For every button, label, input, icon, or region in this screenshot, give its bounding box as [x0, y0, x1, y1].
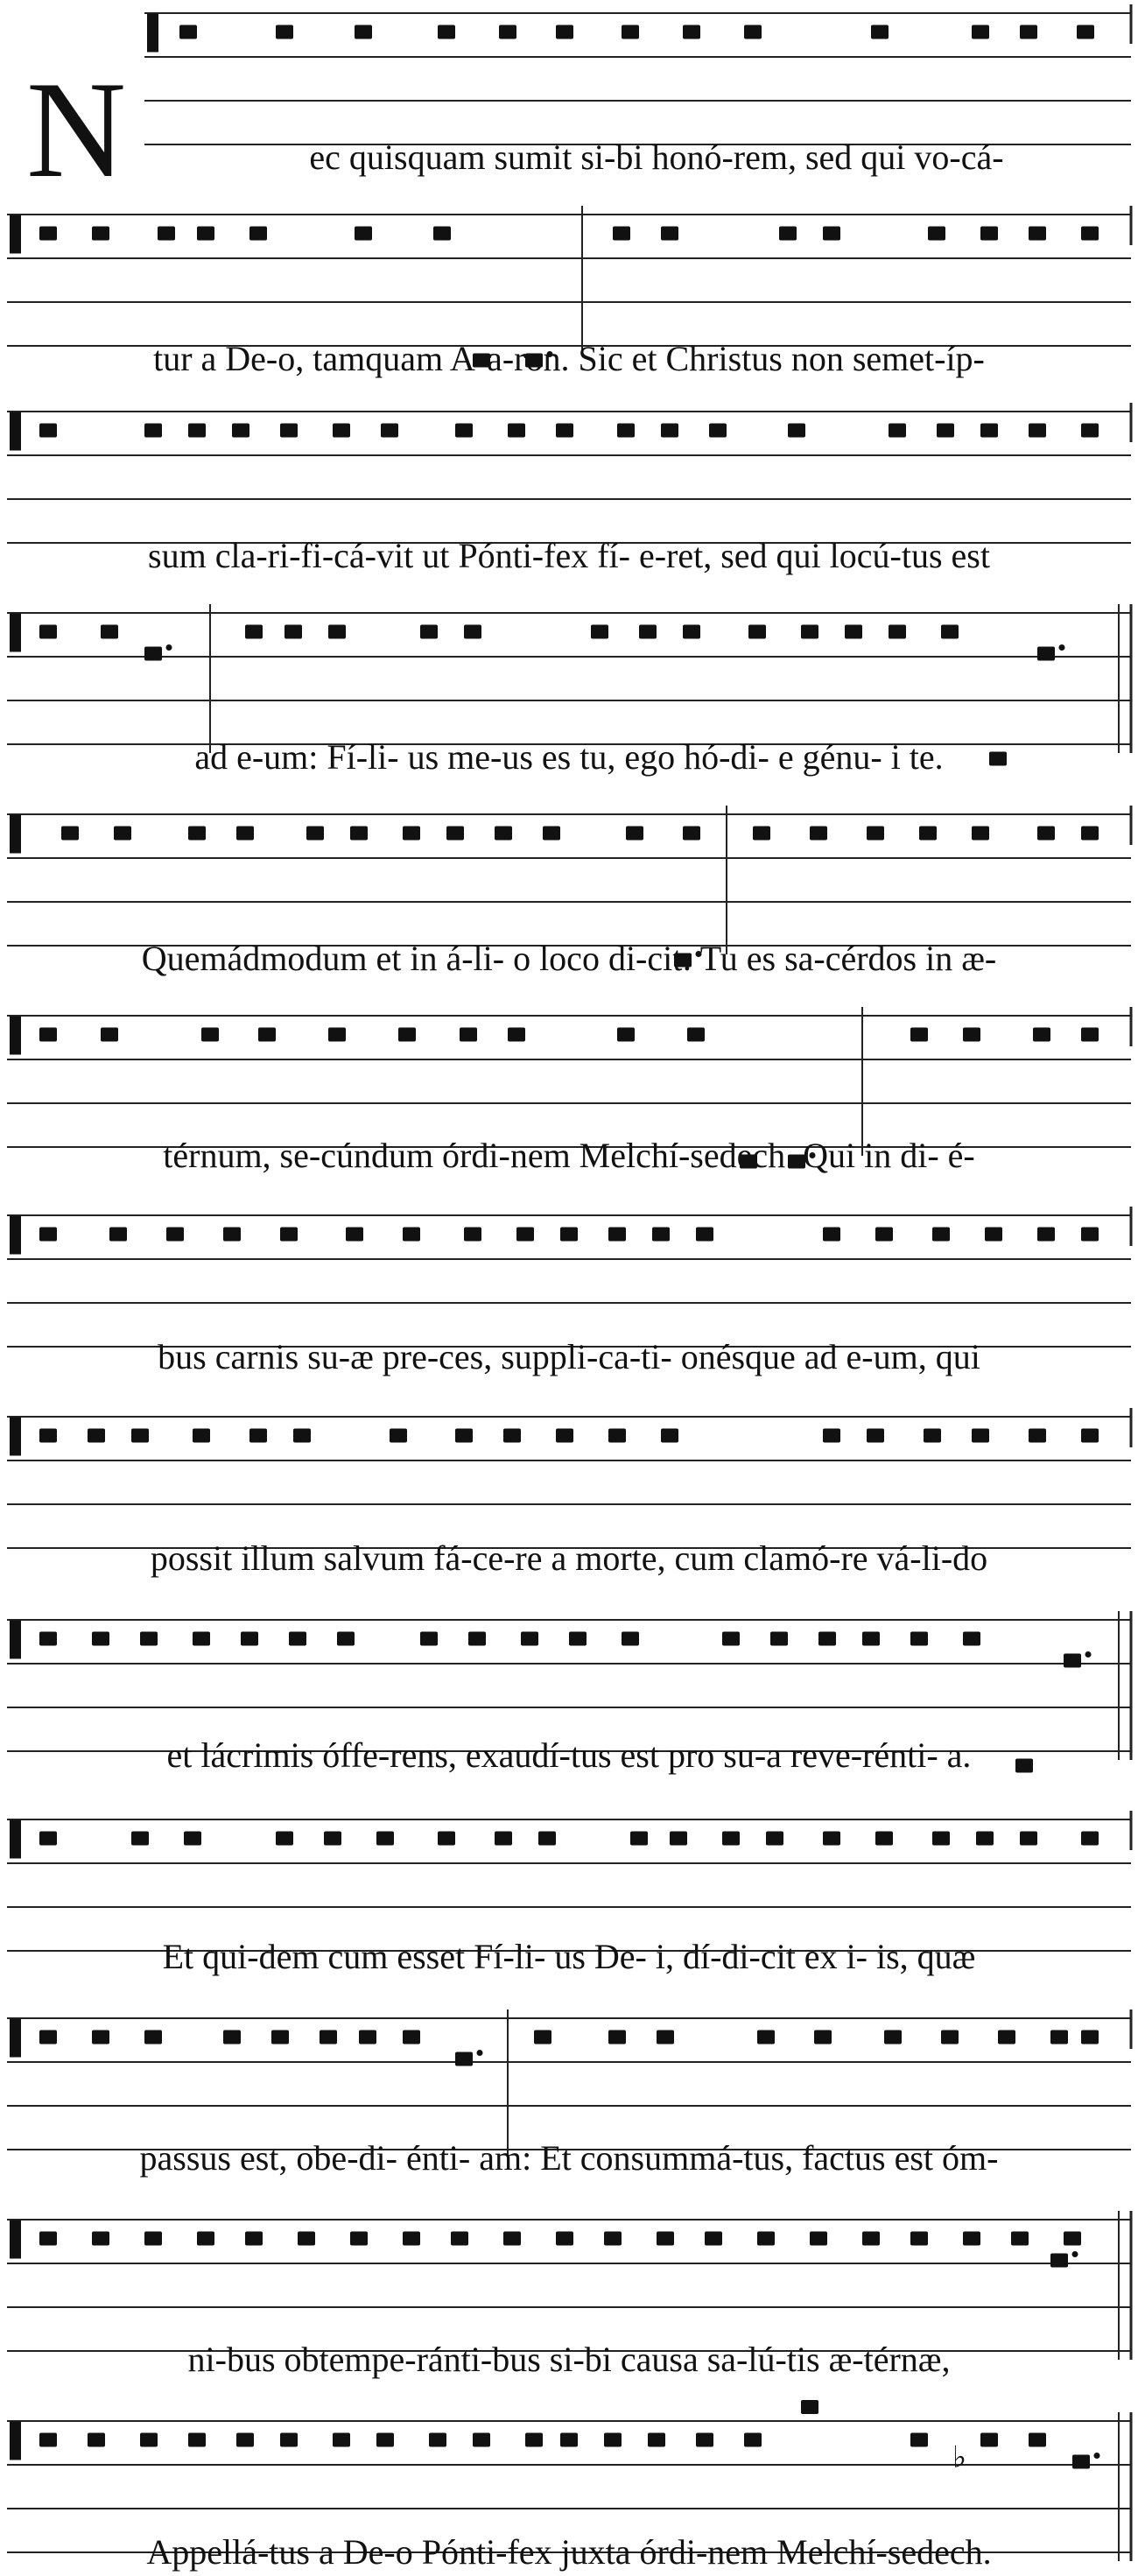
- neume: [976, 1832, 994, 1846]
- neume: [630, 1832, 648, 1846]
- neume: [608, 1228, 626, 1242]
- neume: [924, 1429, 941, 1443]
- neume: [748, 625, 766, 639]
- neume: [350, 827, 368, 841]
- lyric-line: passus est, obe-di- énti- am: Et consummá-tus, factus est óm-: [139, 2138, 999, 2178]
- neume: [556, 2232, 573, 2246]
- neume: [867, 827, 884, 841]
- lyric-line: possit illum salvum fá-ce-re a morte, cum clamó-re vá-li-do: [150, 1538, 988, 1578]
- neume: [438, 25, 455, 39]
- neume: [608, 1429, 626, 1443]
- neume: [460, 1028, 477, 1042]
- neume: [188, 827, 206, 841]
- neume: [245, 2232, 263, 2246]
- neume: [823, 1832, 840, 1846]
- neume: [355, 25, 372, 39]
- lyric-line: tur a De-o, tamquam A-a-ron. Sic et Christus non semet-íp-: [153, 339, 985, 378]
- neume: [617, 1028, 635, 1042]
- neume: [232, 424, 249, 438]
- neume: [980, 2433, 998, 2447]
- neume: [919, 827, 937, 841]
- neume: [503, 2232, 521, 2246]
- neume: [1081, 1832, 1099, 1846]
- neume: [744, 25, 762, 39]
- neume: [197, 227, 214, 241]
- lyric-line: ni-bus obtempe-ránti-bus si-bi causa sa-lú-tis æ-térnæ,: [187, 2340, 951, 2379]
- neume: [683, 827, 700, 841]
- neume: [403, 1228, 420, 1242]
- neume: [39, 2433, 57, 2447]
- neume: [333, 424, 350, 438]
- neume: [801, 2400, 818, 2414]
- c-clef-icon: [10, 2019, 21, 2058]
- neume: [280, 1228, 298, 1242]
- neume: [184, 1832, 201, 1846]
- neume: [823, 227, 840, 241]
- neume: [516, 1228, 534, 1242]
- neume: [648, 2433, 665, 2447]
- neume: [433, 227, 451, 241]
- neume: [403, 2232, 420, 2246]
- neume: [39, 1632, 57, 1646]
- neume: [722, 1832, 740, 1846]
- neume: [985, 1228, 1002, 1242]
- neume: [92, 227, 109, 241]
- neume: [788, 424, 805, 438]
- neume: [158, 227, 175, 241]
- neume: [241, 1632, 258, 1646]
- neume: [525, 2433, 543, 2447]
- neume: [556, 25, 573, 39]
- neume: [271, 2031, 289, 2045]
- neume: [508, 1028, 525, 1042]
- neume: [626, 827, 643, 841]
- neume: [1064, 2232, 1081, 2246]
- neume: [657, 2232, 674, 2246]
- neume: [670, 1832, 687, 1846]
- c-clef-icon: [10, 1017, 21, 1055]
- neume: [910, 2232, 928, 2246]
- neume: [179, 25, 197, 39]
- neume: [131, 1832, 149, 1846]
- neume: [534, 2031, 551, 2045]
- c-clef-icon: [10, 412, 21, 451]
- neume: [980, 227, 998, 241]
- neume: [193, 1429, 210, 1443]
- neume: [963, 1632, 980, 1646]
- punctum-mora: [166, 644, 172, 651]
- lyric-line: térnum, se-cúndum órdi-nem Melchí-sedech. Qui in di- é-: [163, 1136, 975, 1175]
- neume: [92, 1632, 109, 1646]
- neume: [998, 2031, 1015, 2045]
- neume: [556, 424, 573, 438]
- lyric-line: ad e-um: Fí-li- us me-us es tu, ego hó-di- e génu- i te.: [194, 737, 944, 777]
- neume: [657, 2031, 674, 2045]
- neume: [280, 424, 298, 438]
- neume: [867, 1429, 884, 1443]
- neume: [889, 625, 906, 639]
- neume: [61, 827, 79, 841]
- initial-letter: N: [26, 53, 127, 207]
- neume: [871, 25, 889, 39]
- neume: [560, 2433, 578, 2447]
- neume: [92, 2031, 109, 2045]
- neume: [333, 2433, 350, 2447]
- neume: [495, 827, 512, 841]
- neume: [276, 25, 293, 39]
- neume: [39, 1028, 57, 1042]
- neume: [92, 2232, 109, 2246]
- neume: [188, 424, 206, 438]
- neume: [144, 424, 162, 438]
- c-clef-icon: [10, 1621, 21, 1659]
- neume: [464, 1228, 481, 1242]
- punctum-mora: [1072, 2251, 1078, 2257]
- neume: [521, 1632, 538, 1646]
- neume: [591, 625, 608, 639]
- neume: [810, 827, 827, 841]
- neume: [223, 2031, 241, 2045]
- neume: [328, 625, 346, 639]
- neume-dotted: [144, 647, 162, 661]
- neume: [455, 1429, 473, 1443]
- neume: [39, 625, 57, 639]
- neume: [101, 625, 118, 639]
- neume: [280, 2433, 298, 2447]
- neume: [972, 25, 989, 39]
- neume: [451, 2232, 468, 2246]
- neume: [503, 1429, 521, 1443]
- neume: [604, 2232, 622, 2246]
- neume: [1011, 2232, 1029, 2246]
- flat-icon: ♭: [952, 2439, 967, 2475]
- neume: [617, 424, 635, 438]
- neume: [197, 2232, 214, 2246]
- neume: [875, 1832, 893, 1846]
- neume: [613, 227, 630, 241]
- neume: [201, 1028, 219, 1042]
- neume: [937, 424, 954, 438]
- neume: [910, 1632, 928, 1646]
- neume: [140, 1632, 158, 1646]
- neume: [166, 1228, 184, 1242]
- neume: [1029, 1429, 1046, 1443]
- neume: [608, 2031, 626, 2045]
- neume: [1081, 1429, 1099, 1443]
- neume: [464, 625, 481, 639]
- neume: [661, 1429, 678, 1443]
- neume: [236, 2433, 254, 2447]
- neume: [687, 1028, 705, 1042]
- neume: [683, 25, 700, 39]
- neume: [473, 2433, 490, 2447]
- neume: [744, 2433, 762, 2447]
- neume: [376, 2433, 394, 2447]
- neume: [1050, 2031, 1068, 2045]
- neume: [468, 1632, 486, 1646]
- neume: [875, 1228, 893, 1242]
- neume: [980, 424, 998, 438]
- neume: [1081, 827, 1099, 841]
- neume: [560, 1228, 578, 1242]
- neume: [1081, 2031, 1099, 2045]
- neume: [862, 2232, 880, 2246]
- neume-dotted: [1064, 1654, 1081, 1668]
- neume: [39, 1832, 57, 1846]
- neume: [823, 1228, 840, 1242]
- punctum-mora: [477, 2050, 483, 2056]
- neume: [39, 1429, 57, 1443]
- neume: [709, 424, 727, 438]
- neume: [1037, 827, 1055, 841]
- neume: [39, 2232, 57, 2246]
- neume: [556, 1429, 573, 1443]
- neume: [569, 1632, 587, 1646]
- neume: [39, 227, 57, 241]
- neume: [941, 625, 959, 639]
- neume: [810, 2232, 827, 2246]
- neume: [293, 1429, 311, 1443]
- neume: [39, 424, 57, 438]
- neume: [1037, 1228, 1055, 1242]
- neume-dotted: [1050, 2254, 1068, 2268]
- neume: [639, 625, 657, 639]
- neume: [779, 227, 797, 241]
- neume: [1029, 2433, 1046, 2447]
- neume: [39, 1228, 57, 1242]
- neume: [223, 1228, 241, 1242]
- neume: [495, 1832, 512, 1846]
- neume: [249, 227, 267, 241]
- neume: [963, 2232, 980, 2246]
- neume: [884, 2031, 902, 2045]
- neume: [429, 2433, 446, 2447]
- neume: [910, 2433, 928, 2447]
- neume-dotted: [455, 2052, 473, 2066]
- neume: [661, 424, 678, 438]
- neume: [1081, 1028, 1099, 1042]
- neume: [766, 1832, 783, 1846]
- c-clef-icon: [10, 815, 21, 854]
- neume: [350, 2232, 368, 2246]
- neume: [622, 1632, 639, 1646]
- neume: [889, 424, 906, 438]
- neume: [652, 1228, 670, 1242]
- neume: [381, 424, 398, 438]
- neume: [258, 1028, 276, 1042]
- neume: [1081, 227, 1099, 241]
- neume: [538, 1832, 556, 1846]
- c-clef-icon: [10, 614, 21, 652]
- punctum-mora: [1085, 1651, 1092, 1658]
- neume: [757, 2232, 775, 2246]
- neume: [39, 2031, 57, 2045]
- neume: [144, 2031, 162, 2045]
- neume: [963, 1028, 980, 1042]
- neume: [757, 2031, 775, 2045]
- neume: [661, 227, 678, 241]
- neume: [193, 1632, 210, 1646]
- neume: [346, 1228, 363, 1242]
- c-clef-icon: [10, 2422, 21, 2460]
- neume: [276, 1832, 293, 1846]
- neume: [337, 1632, 355, 1646]
- neume: [114, 827, 131, 841]
- lyric-line: Quemádmodum et in á-li- o loco di-cit: Tu es sa-cérdos in æ-: [141, 939, 997, 978]
- neume: [324, 1832, 341, 1846]
- neume: [753, 827, 770, 841]
- neume: [1020, 25, 1037, 39]
- c-clef-icon: [10, 1216, 21, 1255]
- neume: [88, 1429, 105, 1443]
- neume: [1081, 1228, 1099, 1242]
- neume: [1020, 1832, 1037, 1846]
- neume: [932, 1228, 950, 1242]
- neume: [770, 1632, 788, 1646]
- neume: [932, 1832, 950, 1846]
- lyric-line: bus carnis su-æ pre-ces, suppli-ca-ti- onésque ad e-um, qui: [158, 1337, 980, 1376]
- neume: [683, 625, 700, 639]
- neume: [284, 625, 302, 639]
- neume: [390, 1429, 407, 1443]
- neume: [823, 1429, 840, 1443]
- neume: [862, 1632, 880, 1646]
- neume: [245, 625, 263, 639]
- neume: [131, 1429, 149, 1443]
- neume: [941, 2031, 959, 2045]
- neume: [705, 2232, 722, 2246]
- punctum-mora: [1094, 2453, 1100, 2459]
- neume: [144, 2232, 162, 2246]
- neume: [604, 2433, 622, 2447]
- lyric-line: Appellá-tus a De-o Pónti-fex juxta órdi-nem Melchí-sedech.: [146, 2532, 992, 2572]
- lyric-line: sum cla-ri-fi-cá-vit ut Pónti-fex fí- e-ret, sed qui locú-tus est: [148, 536, 990, 575]
- neume: [818, 1632, 836, 1646]
- neume: [543, 827, 560, 841]
- neume: [289, 1632, 306, 1646]
- c-clef-icon: [147, 14, 158, 53]
- neume: [298, 2232, 315, 2246]
- neume: [1029, 424, 1046, 438]
- punctum-mora: [1059, 644, 1065, 651]
- neume: [814, 2031, 832, 2045]
- neume: [328, 1028, 346, 1042]
- neume: [1081, 424, 1099, 438]
- neume: [622, 25, 639, 39]
- neume: [320, 2031, 337, 2045]
- neume: [355, 227, 372, 241]
- c-clef-icon: [10, 215, 21, 254]
- neume: [696, 1228, 713, 1242]
- neume-dotted: [1037, 647, 1055, 661]
- neume: [508, 424, 525, 438]
- c-clef-icon: [10, 2221, 21, 2259]
- neume: [403, 827, 420, 841]
- neume: [696, 2433, 713, 2447]
- neume: [376, 1832, 394, 1846]
- lyric-line: Et qui-dem cum esset Fí-li- us De- i, dí-di-cit ex i- is, quæ: [162, 1937, 976, 1976]
- neume: [359, 2031, 376, 2045]
- neume: [845, 625, 862, 639]
- neume: [972, 827, 989, 841]
- neume: [722, 1632, 740, 1646]
- neume: [101, 1028, 118, 1042]
- neume: [910, 1028, 928, 1042]
- neume: [446, 827, 464, 841]
- neume: [455, 424, 473, 438]
- neume: [420, 625, 438, 639]
- neume: [306, 827, 324, 841]
- neume: [140, 2433, 158, 2447]
- neume: [398, 1028, 416, 1042]
- neume: [1029, 227, 1046, 241]
- c-clef-icon: [10, 1418, 21, 1456]
- neume: [1077, 25, 1094, 39]
- neume: [928, 227, 945, 241]
- neume: [801, 625, 818, 639]
- neume: [236, 827, 254, 841]
- neume: [972, 1429, 989, 1443]
- neume: [109, 1228, 127, 1242]
- neume: [420, 1632, 438, 1646]
- neume-dotted: [1072, 2455, 1090, 2469]
- c-clef-icon: [10, 1820, 21, 1859]
- neume: [403, 2031, 420, 2045]
- neume: [188, 2433, 206, 2447]
- lyric-line: et lácrimis óffe-rens, exaudí-tus est pro su-a reve-rénti- a.: [166, 1735, 972, 1775]
- neume: [438, 1832, 455, 1846]
- neume: [1033, 1028, 1050, 1042]
- neume: [499, 25, 516, 39]
- neume: [88, 2433, 105, 2447]
- neume: [249, 1429, 267, 1443]
- lyric-line: ec quisquam sumit si-bi honó-rem, sed qui vo-cá-: [309, 137, 1004, 177]
